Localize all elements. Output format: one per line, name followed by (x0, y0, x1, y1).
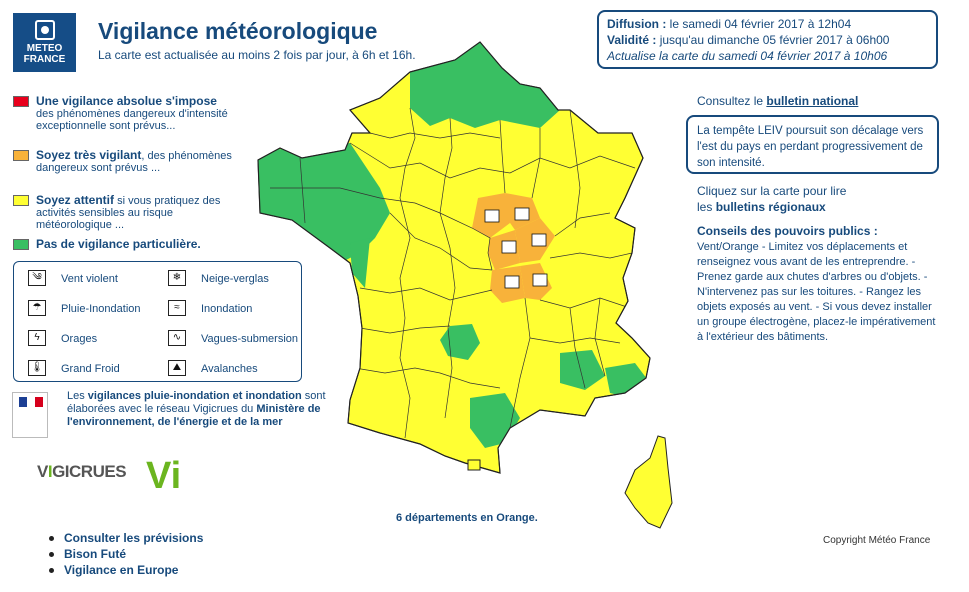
legend-red (13, 95, 243, 132)
note-bold: vigilances pluie-inondation et inondation (87, 390, 302, 402)
page-subtitle: La carte est actualisée au moins 2 fois par jour, à 6h et 16h. (98, 48, 416, 62)
orange-swatch (13, 150, 29, 161)
storm-text: La tempête LEIV poursuit son décalage vers l'est du pays en perdant progressivement de son intensité. (697, 125, 924, 169)
phenomenon-rain-flood (28, 303, 141, 315)
yellow-swatch (13, 195, 29, 206)
green-north[interactable] (410, 42, 560, 128)
note-text: Les (67, 390, 88, 402)
legend-orange (13, 149, 243, 174)
waves-icon: ∿ (168, 330, 186, 346)
national-bulletin-line (697, 94, 858, 108)
link-vigilance-europe[interactable]: Vigilance en Europe (46, 562, 203, 578)
brand-line2: FRANCE (23, 54, 66, 65)
copyright: Copyright Météo France (823, 535, 931, 546)
phenomenon-label: Avalanches (201, 363, 258, 375)
national-bulletin-link[interactable]: bulletin national (766, 94, 859, 108)
bottom-links (46, 530, 203, 578)
note-bold: Ministère de l'environnement, de l'énergie et de la mer (67, 403, 321, 428)
avalanche-icon: ⛰ (168, 360, 186, 376)
phenomenon-label: Inondation (201, 303, 253, 315)
cold-icon: 🌡 (28, 360, 46, 376)
legend-yellow-text: si vous pratiquez des activités sensibles au risque météorologique ... (36, 195, 221, 231)
storm-icon: ϟ (28, 330, 46, 346)
storm-message-box (686, 115, 939, 174)
phenomenon-wind (28, 273, 118, 285)
green-swatch (13, 239, 29, 250)
phenomenon-label: Vent violent (61, 273, 118, 285)
wind-icon (485, 210, 499, 222)
legend-red-title: Une vigilance absolue s'impose (36, 94, 217, 108)
diffusion-label: Diffusion : (607, 17, 667, 31)
wind-icon (532, 234, 546, 246)
phenomenon-label: Neige-verglas (201, 273, 269, 285)
legend-red-text: des phénomènes dangereux d'intensité exceptionnelle sont prévus... (36, 108, 228, 132)
phenomenon-label: Pluie-Inondation (61, 303, 141, 315)
phenomenon-storm (28, 333, 97, 345)
vigicrues-logo[interactable] (37, 462, 126, 482)
actualise-text: Actualise la carte du samedi 04 février 2017 à 10h06 (607, 49, 888, 63)
logo-part: I (47, 462, 53, 481)
corsica[interactable] (625, 436, 672, 528)
link-bison-fute[interactable]: Bison Futé (46, 546, 203, 562)
legend-yellow-title: Soyez attentif (36, 193, 115, 207)
diffusion-value: le samedi 04 février 2017 à 12h04 (666, 17, 852, 31)
meteo-france-logo[interactable] (13, 13, 76, 72)
ministry-logo[interactable] (12, 392, 48, 438)
phenomenon-cold (28, 363, 120, 375)
red-swatch (13, 96, 29, 107)
conseils-section (697, 224, 942, 345)
validite-label: Validité : (607, 33, 657, 47)
snow-ice-icon: ❄ (168, 270, 186, 286)
legend-yellow (13, 194, 243, 231)
meteo-france-mark-icon (35, 20, 55, 40)
note-text: sont élaborées avec le réseau Vigicrues du (67, 390, 326, 415)
national-prefix: Consultez le (697, 94, 767, 108)
logo-part: GICRUES (52, 462, 127, 481)
legend-green (13, 238, 243, 251)
isolated-department[interactable] (468, 460, 480, 470)
orange-count: 6 départements en Orange. (396, 512, 538, 524)
wind-icon (515, 208, 529, 220)
regional-prefix: les (697, 200, 716, 214)
validite-value: jusqu'au dimanche 05 février 2017 à 06h00 (656, 33, 890, 47)
vigicrues-vi-logo[interactable]: Vi (146, 455, 182, 497)
phenomenon-label: Vagues-submersion (201, 333, 299, 345)
link-previsions[interactable]: Consulter les prévisions (46, 530, 203, 546)
legend-orange-text: , des phénomènes dangereux sont prévus ... (36, 150, 232, 174)
legend-green-title: Pas de vigilance particulière. (36, 237, 201, 251)
legend-orange-title: Soyez très vigilant (36, 148, 142, 162)
flood-icon: ≈ (168, 300, 186, 316)
conseils-title: Conseils des pouvoirs publics : (697, 224, 878, 238)
regional-line1: Cliquez sur la carte pour lire (697, 184, 847, 198)
regional-bulletin-line (697, 183, 846, 215)
page-title: Vigilance météorologique (98, 18, 378, 44)
france-vigilance-map[interactable] (240, 38, 685, 530)
wind-icon (533, 274, 547, 286)
conseils-text: Vent/Orange - Limitez vos déplacements et renseignez vous avant de les entreprendre. - Prenez garde aux chutes d'arbres ou d'objets. - N'intervenez pas sur les toitures. - Rangez les objets exposés au vent. - Si vous devez installer un groupe électrogène, placez-le impérativement à l'extérieur des bâtiments. (697, 241, 936, 343)
wind-icon: ༄ (28, 270, 46, 286)
phenomenon-label: Orages (61, 333, 98, 345)
regional-bulletin-link[interactable]: bulletins régionaux (715, 200, 826, 214)
rain-flood-icon: ☂ (28, 300, 46, 316)
phenomenon-label: Grand Froid (61, 363, 120, 375)
wind-icon (505, 276, 519, 288)
logo-part: V (37, 462, 48, 481)
brand-line1: METEO (26, 43, 63, 54)
french-flag-icon (19, 397, 43, 407)
wind-icon (502, 241, 516, 253)
